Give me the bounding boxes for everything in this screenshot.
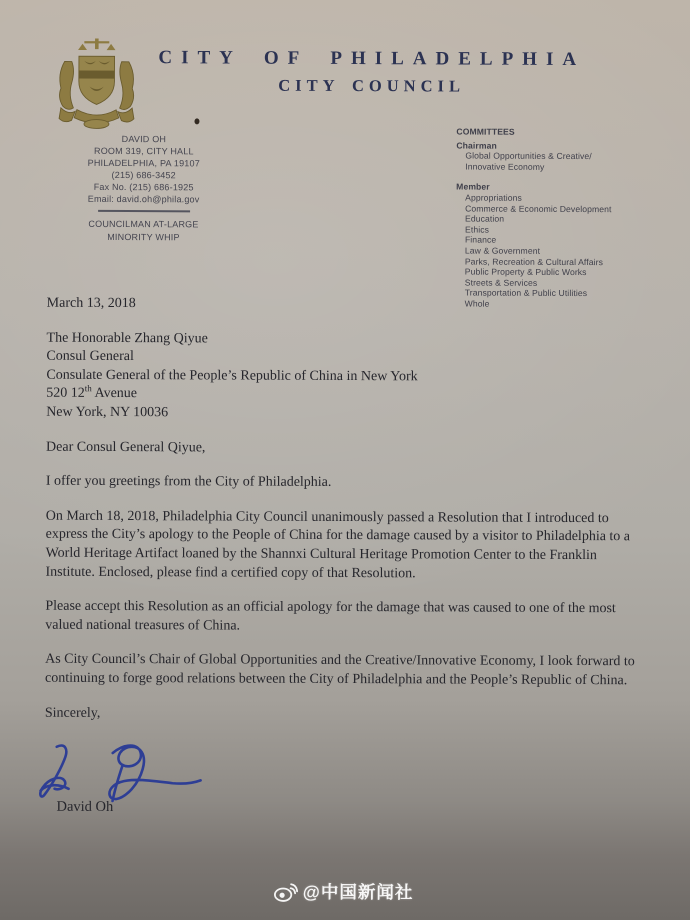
committees-member-item: Streets & Services xyxy=(464,277,538,288)
body-paragraph-4: As City Council’s Chair of Global Opportunities and the Creative/Innovative Economy, I look forward to continuing to forge good relations between the City of Philadelphia and the People’s Republic of China. xyxy=(45,652,635,689)
committees-chairman-item: Innovative Economy xyxy=(465,161,545,172)
committees-member-label: Member xyxy=(456,181,490,193)
committees-member-item: Finance xyxy=(464,234,497,246)
committees-member-item: Appropriations xyxy=(465,192,522,203)
committees-member-item: Transportation & Public Utilities xyxy=(464,287,588,299)
recipient-org: Consulate General of the People’s Republic of China in New York xyxy=(46,367,418,385)
letter-date: March 13, 2018 xyxy=(46,295,136,312)
committees-member-item: Education xyxy=(465,213,505,224)
recipient-title: Consul General xyxy=(46,348,134,365)
body-paragraph-3: Please accept this Resolution as an official apology for the damage that was caused to one of the most valued national treasures of China. xyxy=(45,598,616,634)
paper-speck xyxy=(194,118,199,124)
street-name: Avenue xyxy=(91,386,138,402)
contact-fax: Fax No. (215) 686-1925 xyxy=(93,181,194,193)
contact-address2: PHILADELPHIA, PA 19107 xyxy=(87,157,200,169)
closing: Sincerely, xyxy=(44,705,101,721)
committees-chairman-item: Global Opportunities & Creative/ xyxy=(465,150,592,162)
street-number: 520 12 xyxy=(46,386,85,402)
contact-address1: ROOM 319, CITY HALL xyxy=(93,145,194,157)
letter-body xyxy=(45,295,649,742)
contact-name: DAVID OH xyxy=(121,134,167,145)
contact-email: Email: david.oh@phila.gov xyxy=(87,193,200,205)
letterhead-title-line1: CITY OF PHILADELPHIA xyxy=(158,47,586,71)
contact-role2: MINORITY WHIP xyxy=(107,231,180,242)
philadelphia-coat-of-arms-icon xyxy=(51,35,141,133)
committees-member-item: Law & Government xyxy=(464,245,541,256)
body-paragraph-2: On March 18, 2018, Philadelphia City Council unanimously passed a Resolution that I introduced to express the City’s apology to the People of China for the damage caused by a visitor to Philadelphia to a World Heritage Artifact loaned by the Shannxi Cultural Heritage Promotion Center to the Franklin Institute. Enclosed, please find a certified copy of that Resolution. xyxy=(45,508,631,581)
contact-phone: (215) 686-3452 xyxy=(111,169,176,181)
committees-member-item: Parks, Recreation & Cultural Affairs xyxy=(464,256,604,267)
committees-member-item: Commerce & Economic Development xyxy=(465,203,612,214)
committees-member-item: Ethics xyxy=(464,224,490,235)
recipient-city: New York, NY 10036 xyxy=(46,404,169,421)
committees-member-item: Whole xyxy=(464,298,490,309)
letterhead-title xyxy=(132,47,612,97)
watermark-text: @中国新闻社 xyxy=(302,881,414,903)
body-paragraph-1: I offer you greetings from the City of Philadelphia. xyxy=(45,473,332,491)
contact-role1: COUNCILMAN AT-LARGE xyxy=(88,218,199,229)
committees-chairman-label: Chairman xyxy=(456,140,497,151)
news-agency-watermark xyxy=(0,877,688,905)
signer-name: David Oh xyxy=(56,798,114,815)
committees-heading: COMMITTEES xyxy=(456,126,515,137)
contact-block xyxy=(31,133,256,243)
salutation: Dear Consul General Qiyue, xyxy=(46,439,206,455)
weibo-logo-icon xyxy=(273,880,299,902)
recipient-name: The Honorable Zhang Qiyue xyxy=(46,330,208,346)
letterhead-title-line2: CITY COUNCIL xyxy=(278,75,466,96)
contact-divider xyxy=(98,210,190,212)
street-ordinal-suffix: th xyxy=(84,383,92,394)
committees-member-item: Public Property & Public Works xyxy=(464,266,587,278)
committees-block xyxy=(456,126,672,309)
